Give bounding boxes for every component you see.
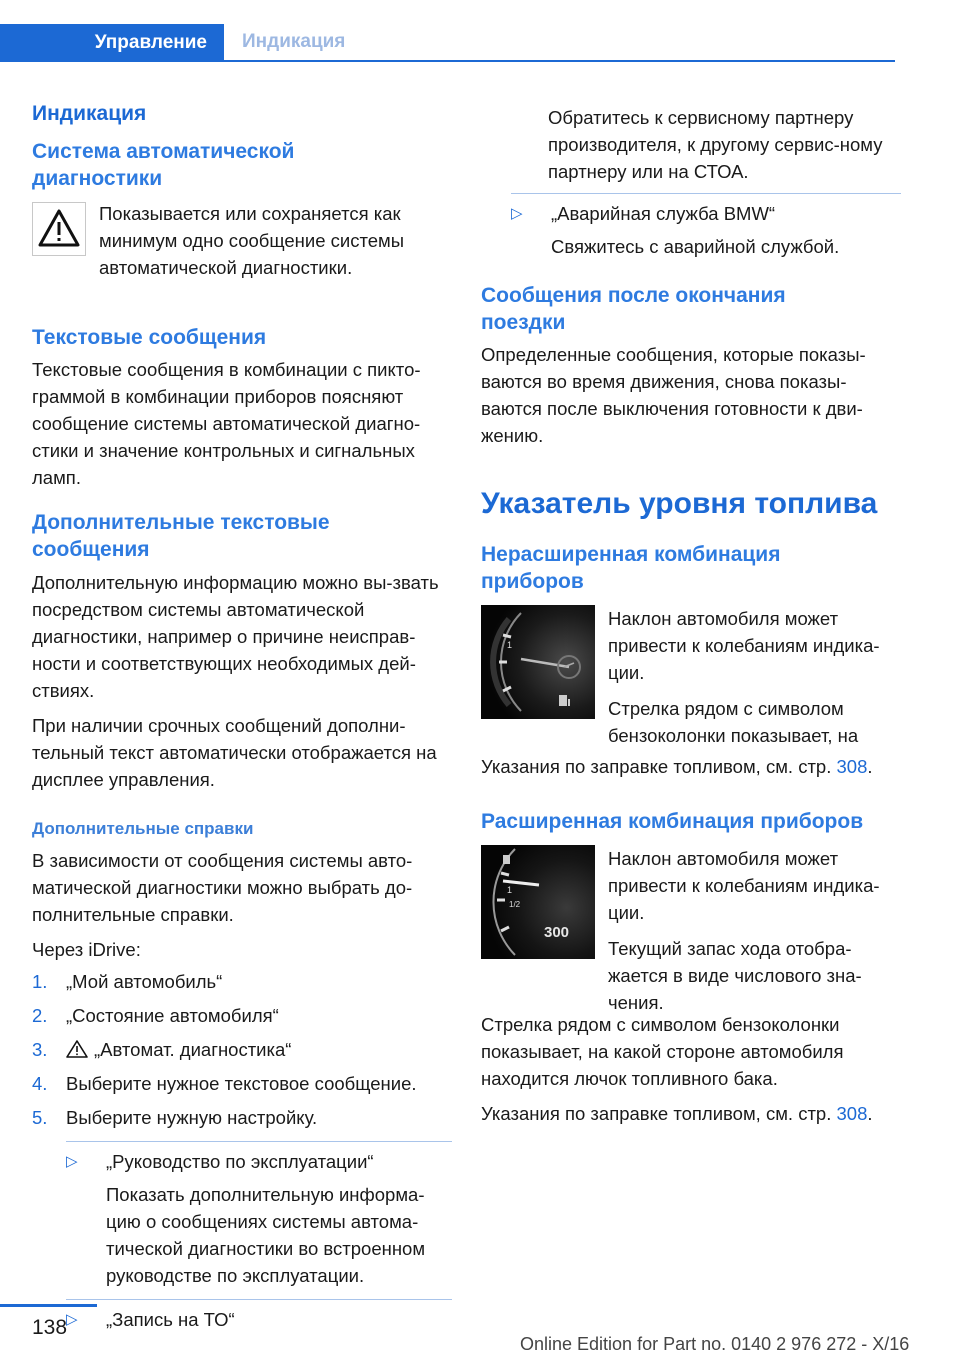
left-column (32, 100, 452, 1333)
extended-cluster-block (481, 845, 901, 1013)
warning-triangle-icon (33, 203, 85, 255)
footer-rule (0, 1304, 97, 1307)
warning-text: Показывается или сохраняется как минимум одно сообщение системы автоматической диагностики. (99, 203, 405, 278)
tilt-paragraph: Наклон автомобиля может привести к колебаниям индика-ции. (608, 848, 880, 923)
step-text: „Автомат. диагностика“ (94, 1039, 292, 1060)
fuel-side-paragraph: Стрелка рядом с символом бензоколонки показывает, на какой стороне автомобиля находится лючок топливного бака. (481, 1014, 844, 1089)
warning-block (32, 200, 452, 296)
tab-upravlenie[interactable]: Управление (0, 24, 224, 62)
list-item (511, 200, 901, 260)
step-text: Выберите нужную настройку. (66, 1107, 318, 1128)
option-description: Свяжитесь с аварийной службой. (551, 236, 840, 257)
contact-service-paragraph: Обратитесь к сервисному партнеру производителя, к другому сервис-ному партнеру или на СТОА. (548, 107, 883, 182)
heading-additional-help: Дополнительные справки (32, 819, 254, 838)
list-item (32, 965, 452, 999)
refuel-reference-paragraph (481, 1100, 901, 1127)
gauge-label-half: 1/2 (509, 900, 521, 909)
option-description: Показать дополнительную информа-цию о сообщениях системы автома-тической диагностики во встроенном руководстве по эксплуатации. (106, 1184, 426, 1286)
page-header (0, 24, 895, 62)
edition-footer: Online Edition for Part no. 0140 2 976 272 - X/16 (520, 1334, 910, 1354)
heading-additional-text-messages: Дополнительные текстовые сообщения (32, 511, 330, 561)
fuel-gauge-image (481, 605, 595, 719)
gauge-label-full: 1 (507, 885, 513, 895)
step-text: Выберите нужное текстовое сообщение. (66, 1073, 417, 1094)
text-messages-paragraph: Текстовые сообщения в комбинации с пикто-граммой в комбинации приборов поясняют сообщение системы автоматической диагно-стики и значение контрольных и сигнальных ламп. (32, 359, 421, 488)
list-item (66, 1148, 452, 1289)
refuel-reference-paragraph (481, 753, 901, 780)
refuel-reference-text: Указания по заправке топливом, см. стр. (481, 756, 837, 777)
heading-text-messages: Текстовые сообщения (32, 326, 267, 349)
page-link-308[interactable]: 308 (836, 1103, 868, 1124)
list-item (32, 1101, 452, 1135)
fuel-side-paragraph-start: Стрелка рядом с символом бензоколонки показывает, на (608, 698, 859, 746)
warning-small-icon (66, 1040, 88, 1058)
additional-help-paragraph: В зависимости от сообщения системы авто-матической диагностики можно выбрать до-полнительные справки. (32, 850, 413, 925)
warning-symbol (32, 202, 86, 256)
tilt-paragraph: Наклон автомобиля может привести к колебаниям индика-ции. (608, 608, 880, 683)
heading-extended-cluster: Расширенная комбинация приборов (481, 810, 864, 833)
additional-info-paragraph: Дополнительную информацию можно вы-звать посредством системы автоматической диагностики, например о причине неисправ-ности и соответствующих необходимых дей-ствиях. (32, 572, 439, 701)
tab-indikatsiya[interactable]: Индикация (224, 24, 364, 60)
fuel-gauge-extended-illustration (481, 845, 595, 959)
triangle-right-icon: ▷ (511, 205, 523, 222)
triangle-right-icon: ▷ (66, 1153, 78, 1170)
standard-cluster-block (481, 605, 901, 753)
period: . (867, 1103, 873, 1124)
step-text: „Мой автомобиль“ (66, 971, 223, 992)
option-title: „Руководство по эксплуатации“ (106, 1151, 374, 1172)
step-number: 5. (32, 1107, 48, 1128)
fuel-gauge-extended-image (481, 845, 595, 959)
triangle-right-icon: ▷ (66, 1311, 78, 1328)
step-number: 4. (32, 1073, 48, 1094)
section-title: Индикация (32, 102, 147, 125)
gauge-label-full: 1 (507, 640, 513, 650)
heading-fuel-gauge: Указатель уровня топлива (481, 487, 878, 520)
refuel-reference-text: Указания по заправке топливом, см. стр. (481, 1103, 837, 1124)
heading-self-diagnosis: Система автоматической диагностики (32, 140, 295, 190)
step-number: 3. (32, 1039, 48, 1060)
list-item (66, 1306, 452, 1333)
via-idrive-label: Через iDrive: (32, 939, 141, 960)
fuel-gauge-illustration (481, 605, 595, 719)
steps-list (32, 965, 452, 1135)
page-link-308[interactable]: 308 (836, 756, 868, 777)
step-number: 1. (32, 971, 48, 992)
messages-after-trip-paragraph: Определенные сообщения, которые показы-ваются во время движения, снова показы-ваются после выключения готовности к дви-жению. (481, 344, 866, 446)
urgent-messages-paragraph: При наличии срочных сообщений дополни-тельный текст автоматически отображается на дисплее управления. (32, 715, 437, 790)
list-item (32, 1033, 452, 1067)
right-column (481, 100, 901, 1127)
list-item (32, 999, 452, 1033)
option-title: „Аварийная служба BMW“ (551, 203, 776, 224)
range-readout: 300 (544, 924, 570, 941)
range-paragraph: Текущий запас хода отобра-жается в виде числового зна-чения. (608, 938, 862, 1013)
heading-messages-after-trip: Сообщения после окончания поездки (481, 284, 786, 334)
period: . (867, 756, 873, 777)
step-number: 2. (32, 1005, 48, 1026)
option-title: „Запись на ТО“ (106, 1309, 235, 1330)
option-list (66, 1141, 452, 1333)
page-number: 138 (32, 1316, 68, 1339)
heading-standard-cluster: Нерасширенная комбинация приборов (481, 543, 781, 593)
list-item (32, 1067, 452, 1101)
step-text: „Состояние автомобиля“ (66, 1005, 279, 1026)
